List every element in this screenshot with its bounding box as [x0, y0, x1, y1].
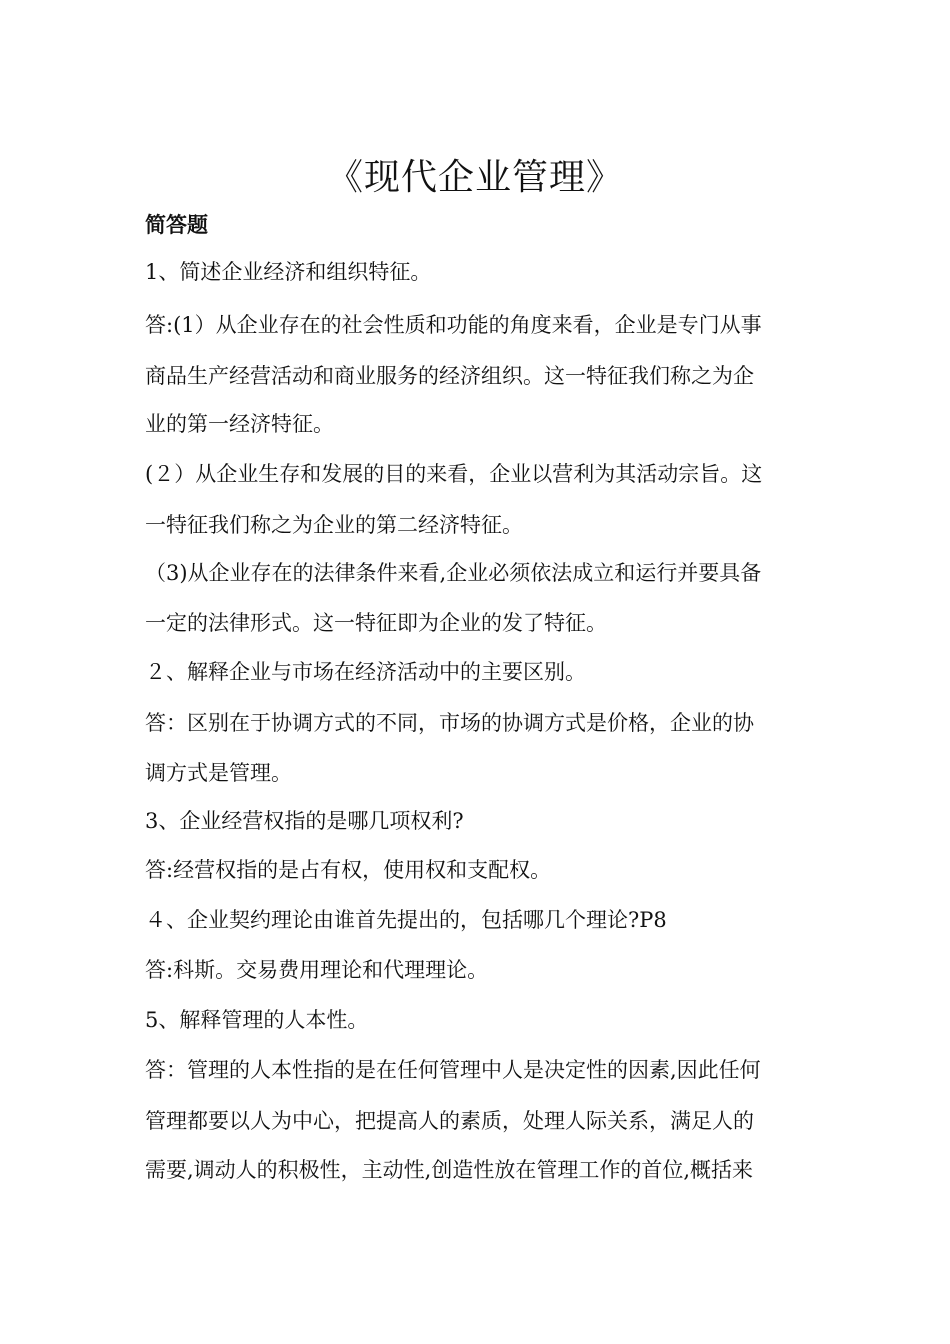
text-line: ２、解释企业与市场在经济活动中的主要区别。 — [145, 660, 586, 684]
text-line: 答:科斯。交易费用理论和代理理论。 — [145, 958, 489, 982]
text-line: 一定的法律形式。这一特征即为企业的发了特征。 — [145, 611, 607, 635]
text-line: 答:经营权指的是占有权，使用权和支配权。 — [145, 858, 552, 882]
text-line: (２）从企业生存和发展的目的来看，企业以营利为其活动宗旨。这 — [145, 462, 763, 486]
text-line: 一特征我们称之为企业的第二经济特征。 — [145, 513, 523, 537]
section-heading: 简答题 — [145, 212, 208, 237]
text-line: 管理都要以人为中心，把提高人的素质，处理人际关系，满足人的 — [145, 1109, 754, 1133]
text-line: ４、企业契约理论由谁首先提出的，包括哪几个理论?P8 — [145, 908, 667, 932]
document-title: 《现代企业管理》 — [326, 157, 623, 198]
text-line: （3)从企业存在的法律条件来看,企业必须依法成立和运行并要具备 — [145, 561, 762, 585]
text-line: 5、解释管理的人本性。 — [145, 1008, 369, 1032]
text-line: 1、简述企业经济和组织特征。 — [145, 260, 432, 284]
text-line: 业的第一经济特征。 — [145, 412, 334, 436]
text-line: 商品生产经营活动和商业服务的经济组织。这一特征我们称之为企 — [145, 364, 754, 388]
text-line: 答:(1）从企业存在的社会性质和功能的角度来看，企业是专门从事 — [145, 313, 762, 337]
text-line: 答：管理的人本性指的是在任何管理中人是决定性的因素,因此任何 — [145, 1058, 761, 1082]
text-line: 3、企业经营权指的是哪几项权利? — [145, 809, 464, 833]
text-line: 需要,调动人的积极性，主动性,创造性放在管理工作的首位,概括来 — [145, 1158, 754, 1182]
text-line: 答：区别在于协调方式的不同，市场的协调方式是价格，企业的协 — [145, 711, 754, 735]
text-line: 调方式是管理。 — [145, 761, 292, 785]
